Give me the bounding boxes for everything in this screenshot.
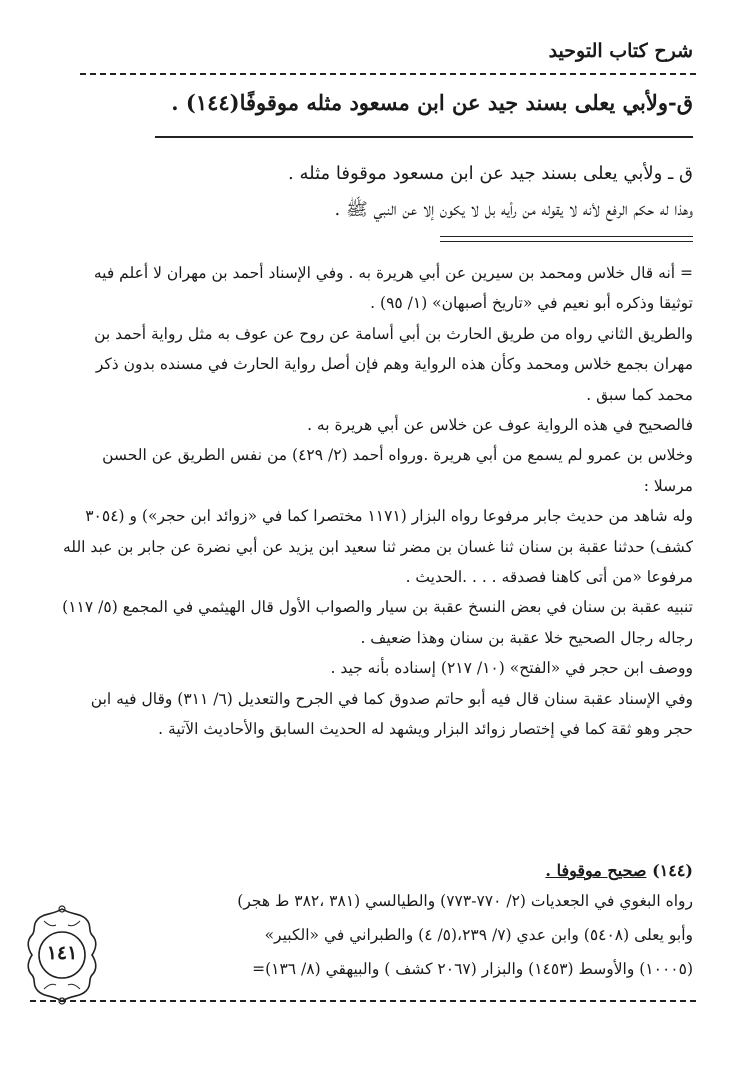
footnote-title: صحيح موقوفا .	[545, 861, 647, 880]
footnote-paragraph: فالصحيح في هذه الرواية عوف عن خلاس عن أبي هريرة به .	[307, 416, 693, 435]
commentary	[60, 156, 693, 228]
header-divider	[80, 73, 696, 75]
matn-text: ق-ولأبي يعلى بسند جيد عن ابن مسعود مثله موقوفًا(١٤٤) .	[171, 90, 693, 115]
footnote-paragraph: والطريق الثاني رواه من طريق الحارث بن أبي أسامة عن روح عن عوف به مثل رواية أحمد بن مهران بجمع خلاس ومحمد وكأن هذه الرواية وهم فإن أصل رواية الحارث في مسنده بدون ذكر محمد كما سبق .	[94, 324, 693, 404]
commentary-line: ق ـ ولأبي يعلى بسند جيد عن ابن مسعود موقوفا مثله .	[288, 163, 693, 184]
footnote-separator	[440, 236, 693, 242]
commentary-line: وهذا له حكم الرفع لأنه لا يقوله من رأيه بل لا يكون إلا عن النبي ﷺ .	[334, 199, 693, 220]
footer-divider	[30, 1000, 696, 1002]
footnote-line: (١٠٠٠٥) والأوسط (١٤٥٣) والبزار (٢٠٦٧ كشف ) والبيهقي (٨/ ١٣٦)=	[252, 960, 693, 978]
footnote-line: وأبو يعلى (٥٤٠٨) وابن عدي (٧/ ٢٣٩،(٥/ ٤) والطبراني في «الكبير»	[264, 926, 693, 944]
footnote-paragraph: تنبيه عقبة بن سنان في بعض النسخ عقبة بن سيار والصواب الأول قال الهيثمي في المجمع (٥/ ١١٧) رجاله رجال الصحيح خلا عقبة بن سنان وهذا ضعيف .	[62, 598, 693, 647]
footnote-paragraph: وله شاهد من حديث جابر مرفوعا رواه البزار (١١٧١ مختصرا كما في «زوائد ابن حجر») و (٣٠٥٤ كشف) حدثنا عقبة بن سنان ثنا غسان بن مضر ثنا سعيد ابن يزيد عن أبي نضرة عن جابر بن عبد الله مرفوعا «من أتى كاهنا فصدقه . . . .الحديث .	[63, 507, 693, 587]
footnote-number: (١٤٤)	[652, 861, 693, 880]
footnote-paragraph: ووصف ابن حجر في «الفتح» (١٠/ ٢١٧) إسناده بأنه جيد .	[330, 659, 693, 678]
footnote-144-body	[110, 884, 693, 986]
page-number: ١٤١	[46, 942, 78, 964]
footnote-line: رواه البغوي في الجعديات (٢/ ٧٧٠-٧٧٣) والطيالسي (٣٨١ ،٣٨٢ ط هجر)	[237, 892, 693, 910]
footnote-heading	[545, 856, 693, 886]
footnote-paragraph: = أنه قال خلاس ومحمد بن سيرين عن أبي هريرة به . وفي الإسناد أحمد بن مهران لا أعلم فيه توثيقا وذكره أبو نعيم في «تاريخ أصبهان» (١/ ٩٥) .	[93, 264, 693, 313]
running-title: شرح كتاب التوحيد	[548, 40, 693, 62]
matn-divider	[155, 136, 693, 138]
footnote-paragraph: وخلاس بن عمرو لم يسمع من أبي هريرة .ورواه أحمد (٢/ ٤٢٩) من نفس الطريق عن الحسن مرسلا :	[102, 446, 693, 495]
page-number-ornament	[22, 905, 102, 1005]
footnote-paragraph: وفي الإسناد عقبة سنان قال فيه أبو حاتم صدوق كما في الجرح والتعديل (٦/ ٣١١) وقال فيه ابن حجر وهو ثقة كما في إختصار زوائد البزار ويشهد له الحديث السابق والأحاديث الآتية .	[90, 689, 693, 739]
footnotes-block	[60, 258, 693, 745]
